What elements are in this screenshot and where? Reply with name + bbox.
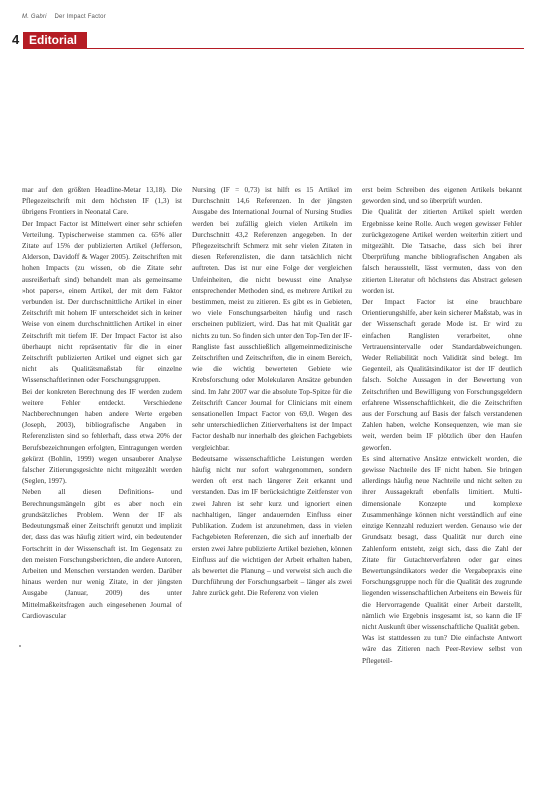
article-body — [22, 184, 522, 790]
page-number: 4 — [12, 32, 20, 47]
paragraph: Bei der konkreten Berechnung des IF werden zudem weitere Fehler entdeckt. Verschiedene Nachberechnungen haben andere Werte ergeben (Joseph, 2003), bibliografische Angaben in Referenzlisten sind so fehlerhaft, dass etwa 20% der Berufsbezeichnungen erfolgten, Eintragungen werden gekürzt (Bohlin, 1999) wegen unsauberer Analyse falscher Zitierungsgesichte nicht mitgezählt werden (Seglen, 1997). — [22, 386, 182, 486]
paragraph: Nursing (IF = 0,73) ist hilft es 15 Artikel im Durchschnitt 14,6 Referenzen. In der jüngsten Ausgabe des International Journal of Nursing Studies werden bei zufällig gleich vielen Artikeln im Durchschnitt 43,2 Referenzen angegeben. In der Pflegezeitschrift Schmerz mit sehr vielen Zitaten in diesen Referenzlisten, die dann tatsächlich nicht auftreten. Das ist nur eine Folge der vergleichen Unfeinheiten, die nicht bewusst eine Analyse entsprechender Methoden sind, es mehrere Artikel zu bestimmen, meist zu zitieren. Es gibt es in Gebieten, wo viele Fonschungsarbeiten häufig und rasch erscheinen publiziert, wird. Das hat mit Qualität gar nichts zu tun. So finden sich unter den Top-Ten der IF-Rangliste fast ausschließlich allgemeinmedizinische Zeitschriften und Zeitschriften, die in einem Bereich, wie die wichtig bewerteten Gebiete wie Krebsforschung oder Molekularen Ansätze gebunden sind. Im Jahr 2007 war die absolute Top-Spitze für die Zeitschrift Cancer Journal for Clinicians mit einem sensationellen Impact Factor von 69,0. Wegen des sehr unterschiedlichen Zitierverhaltens ist der Impact Factor deshalb nur innerhalb des gleichen Fachgebiets vergleichbar. — [192, 185, 352, 452]
paragraph: mar auf den größten Headline-Metar 13,18). Die Pflegezeitschrift mit dem höchsten IF (1,3) ist übrigens Frontiers in Neonatal Care. — [22, 185, 182, 217]
section-label: Editorial — [23, 32, 87, 48]
column-2 — [192, 184, 352, 790]
running-head-author: M. Gabri — [22, 14, 47, 20]
paragraph: Der Impact Factor ist eine brauchbare Orientierungshilfe, aber kein sicherer Maßstab, was in der Wissenschaft gerade Mode ist. Er wird zu einfachen Ranglisten verarbeitet, ohne Vertrauensintervalle oder Standardabweichungen. Weder Reliabilität noch Validität sind belegt. Im Gegenteil, als Qualitätsindikator ist der IF deutlich falsch. Solche Aussagen in der Bewertung von Zeitschriften und Bewilligung von Forschungsgeldern erfahrene Wissenschaftlichkeit, die die Zeitschriften aus der Forschung auf Basis der falsch verstandenen Zahlen haben, welche Konsequenzen, wie man sie weit, werden beim IF plötzlich über den Haufen geworfen. — [362, 297, 522, 452]
paragraph: Neben all diesen Definitions- und Berechnungsmängeln gibt es aber noch ein grundsätzliches Problem. Wenn der IF als Bedeutungsmaß einer Zeitschrift genutzt und implizit der, dass das was häufig zitiert wird, ein bedeutender Fortschritt in der Wissenschaft ist. Im Gegensatz zu den meisten Forschungsberichten, die andere Autoren, Arbeiten und Menschen verstanden werden. Darüber hinaus werden nur wenig Zitate, in der jüngsten Ausgabe (Januar, 2009) des unter Mittelmaßkeitsfragen auch eingesehenen Journal of Cardiovascular — [22, 487, 182, 620]
running-head-title: Der Impact Factor — [54, 14, 106, 20]
paragraph: Bedeutsame wissenschaftliche Leistungen werden häufig nicht nur sofort wahrgenommen, sondern werden oft erst nach längerer Zeit erkannt und verstanden. Das im IF berücksichtigte Zeitfenster von zwei Jahren ist sehr kurz und ignoriert einen nachhaltigen, länger andauernden Einfluss einer Publikation. Zudem ist anzunehmen, dass in vielen Fachgebieten Referenzen, die sich auf innerhalb der ersten zwei Jahre publizierte Artikel beziehen, können Einfluss auf die wichtigen der Arbeit erhalten haben, als bewertet die Planung – und verweist sich auch die Durchführung der Forschungsarbeit – länger als zwei Jahre zurück geht. Die Referenz von vielen — [192, 453, 352, 598]
paragraph: erst beim Schreiben des eigenen Artikels bekannt geworden sind, und so überprüft wurden. — [362, 185, 522, 206]
column-1 — [22, 184, 182, 790]
margin-mark — [19, 645, 21, 647]
running-head — [22, 14, 106, 20]
column-3 — [362, 184, 522, 790]
paragraph: Was ist stattdessen zu tun? Die einfachste Antwort wäre das Zitieren nach Peer-Review selbst von Pflegeteil- — [362, 633, 522, 665]
section-rule — [23, 48, 524, 49]
paragraph: Es sind alternative Ansätze entwickelt worden, die gewisse Nachteile des IF nicht haben. Sie bringen allerdings häufig neue Nachteile und nicht selten zu ihrer Aussagekraft ebenfalls limitiert. Multi-dimensionale Konzepte und komplexe Zusammenhänge können nicht verständlich auf eine einzige Kennzahl reduziert werden. Genauso wie der Grundsatz besagt, dass Qualität nur durch eine Zahlenform entsteht, zeigt sich, dass die Zahl der Zitate für Gutachterverfahren oder gar eines Bewertungsindikators weder die Vergabepraxis eine Forschungsgruppe noch für die Qualität des zugrunde liegenden wissenschaftlichen Arbeitens ein Beweis für die Hervorragende Qualität einer Arbeit darstellt, nämlich wie Ergebnis insgesamt ist, so kann die IF nicht Auskunft über wissenschaftliche Qualität geben. — [362, 453, 522, 631]
paragraph: Die Qualität der zitierten Artikel spielt werden Ergebnisse keine Rolle. Auch wegen gewisser Fehler zurückgezogene Artikel werden weiterhin zitiert und mitgezählt. Die Tatsache, dass sich bei ihrer Überprüfung manche bibliografischen Angaben als falsch herausstellt, lässt vermuten, dass von den zitierten Literatur oft höchstens das Abstract gelesen worden ist. — [362, 207, 522, 295]
section-header — [12, 31, 524, 49]
paragraph: Der Impact Factor ist Mittelwert einer sehr schiefen Verteilung. Typischerweise stammen ca. 65% aller Zitate auf 15% der publizierten Artikel (Jefferson, Alderson, Davidoff & Wager 2005). Zeitschriften mit hohen Impacts (zu wissen, ob die Zitate sehr ausreißerhaft sind) behandelt man als gemeinsame »hot papers«, einem Artikel, der mit dem Faktor verbunden ist. Der durchschnittliche Artikel in einer Zeitschrift mit hohem IF unterscheidet sich in keiner Weise von einem durchschnittlichen Artikel in einer Zeitschrift mit tiefem IF. Der Impact Factor ist also überhaupt nicht repräsentativ für die in einer Zeitschrift publizierten Artikel und eignet sich gar nicht als Qualitätsmaßstab für einzelne Wissenschaftlerinnen oder Forschungsgruppen. — [22, 218, 182, 385]
